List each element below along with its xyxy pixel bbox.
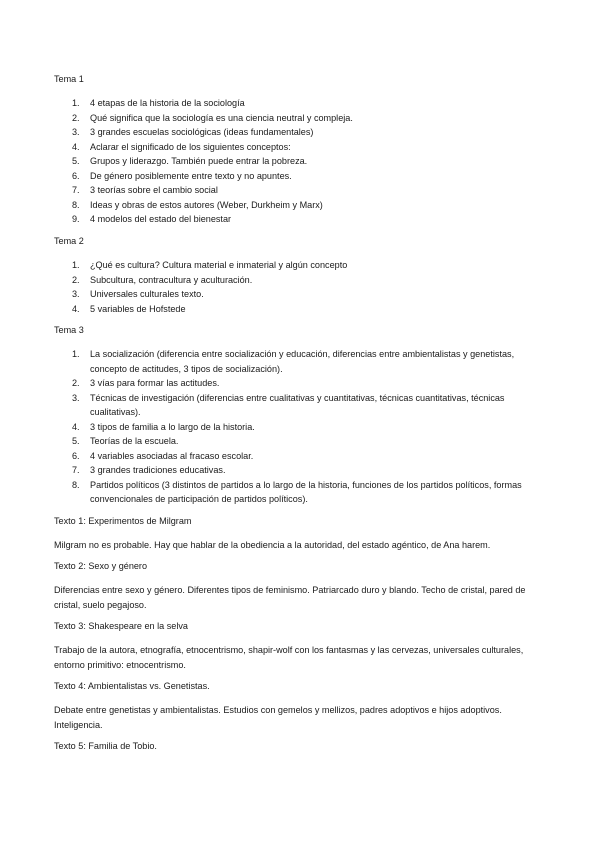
texto3-body: Trabajo de la autora, etnografía, etnocentrismo, shapir-wolf con los fantasmas y las cervezas, universales culturales, entorno primitivo: etnocentrismo. (54, 645, 524, 670)
texto2-heading: Texto 2: Sexo y género (54, 561, 148, 571)
list-item: 4. 5 variables de Hofstede (72, 303, 186, 314)
list-item: 3. 3 grandes escuelas sociológicas (ideas fundamentales) (72, 127, 314, 137)
list-item: 1. 4 etapas de la historia de la sociología (72, 98, 245, 108)
list-item: 5. Teorías de la escuela. (72, 436, 179, 446)
texto4-heading: Texto 4: Ambientalistas vs. Genetistas. (54, 681, 210, 691)
list-item: 6. De género posiblemente entre texto y no apuntes. (72, 170, 292, 181)
list-item: 6. 4 variables asociadas al fracaso escolar. (72, 450, 254, 461)
list-item: 1. ¿Qué es cultura? Cultura material e inmaterial y algún concepto (72, 260, 348, 270)
list-item: 2. Subcultura, contracultura y aculturación. (72, 274, 253, 285)
list-item: 7. 3 grandes tradiciones educativas. (72, 465, 226, 475)
list-item: 4. Aclarar el significado de los siguientes conceptos: (72, 141, 291, 152)
texto4-body: Debate entre genetistas y ambientalistas. Estudios con gemelos y mellizos, padres adoptivos e hijos adoptivos. Inteligencia. (54, 705, 502, 730)
list-item: 5. Grupos y liderazgo. También puede entrar la pobreza. (72, 156, 308, 166)
texto1-heading: Texto 1: Experimentos de Milgram (54, 516, 192, 526)
list-item: 2. 3 vías para formar las actitudes. (72, 378, 220, 388)
texto2-body: Diferencias entre sexo y género. Diferentes tipos de feminismo. Patriarcado duro y blando. Techo de cristal, pared de cristal, suelo pegajoso. (54, 585, 526, 610)
list-item: 4. 3 tipos de familia a lo largo de la historia. (72, 421, 255, 432)
tema2-heading: Tema 2 (54, 236, 84, 246)
list-item: 2. Qué significa que la sociología es una ciencia neutral y compleja. (72, 112, 353, 123)
list-item: 3. Universales culturales texto. (72, 289, 204, 299)
tema1-heading: Tema 1 (54, 74, 84, 84)
texto3-heading: Texto 3: Shakespeare en la selva (54, 621, 188, 631)
list-item: 9. 4 modelos del estado del bienestar (72, 214, 232, 224)
list-item: 8. Ideas y obras de estos autores (Weber, Durkheim y Marx) (72, 199, 323, 210)
texto5-heading: Texto 5: Familia de Tobio. (54, 741, 157, 751)
tema3-heading: Tema 3 (54, 325, 84, 335)
list-item: 7. 3 teorías sobre el cambio social (72, 185, 218, 195)
list-item: 3. Técnicas de investigación (diferencias entre cualitativas y cuantitativas, técnicas cuantitativas, técnicas cualitativas). (72, 392, 505, 417)
list-item: 1. La socialización (diferencia entre socialización y educación, diferencias entre ambientalistas y genetistas, concepto de actitudes, 3 tipos de socialización). (72, 349, 515, 374)
list-item: 8. Partidos políticos (3 distintos de partidos a lo largo de la historia, funciones de los partidos políticos, formas convencionales de participación de partidos políticos). (72, 479, 522, 504)
texto1-body: Milgram no es probable. Hay que hablar de la obediencia a la autoridad, del estado agéntico, de Ana harem. (54, 540, 491, 550)
